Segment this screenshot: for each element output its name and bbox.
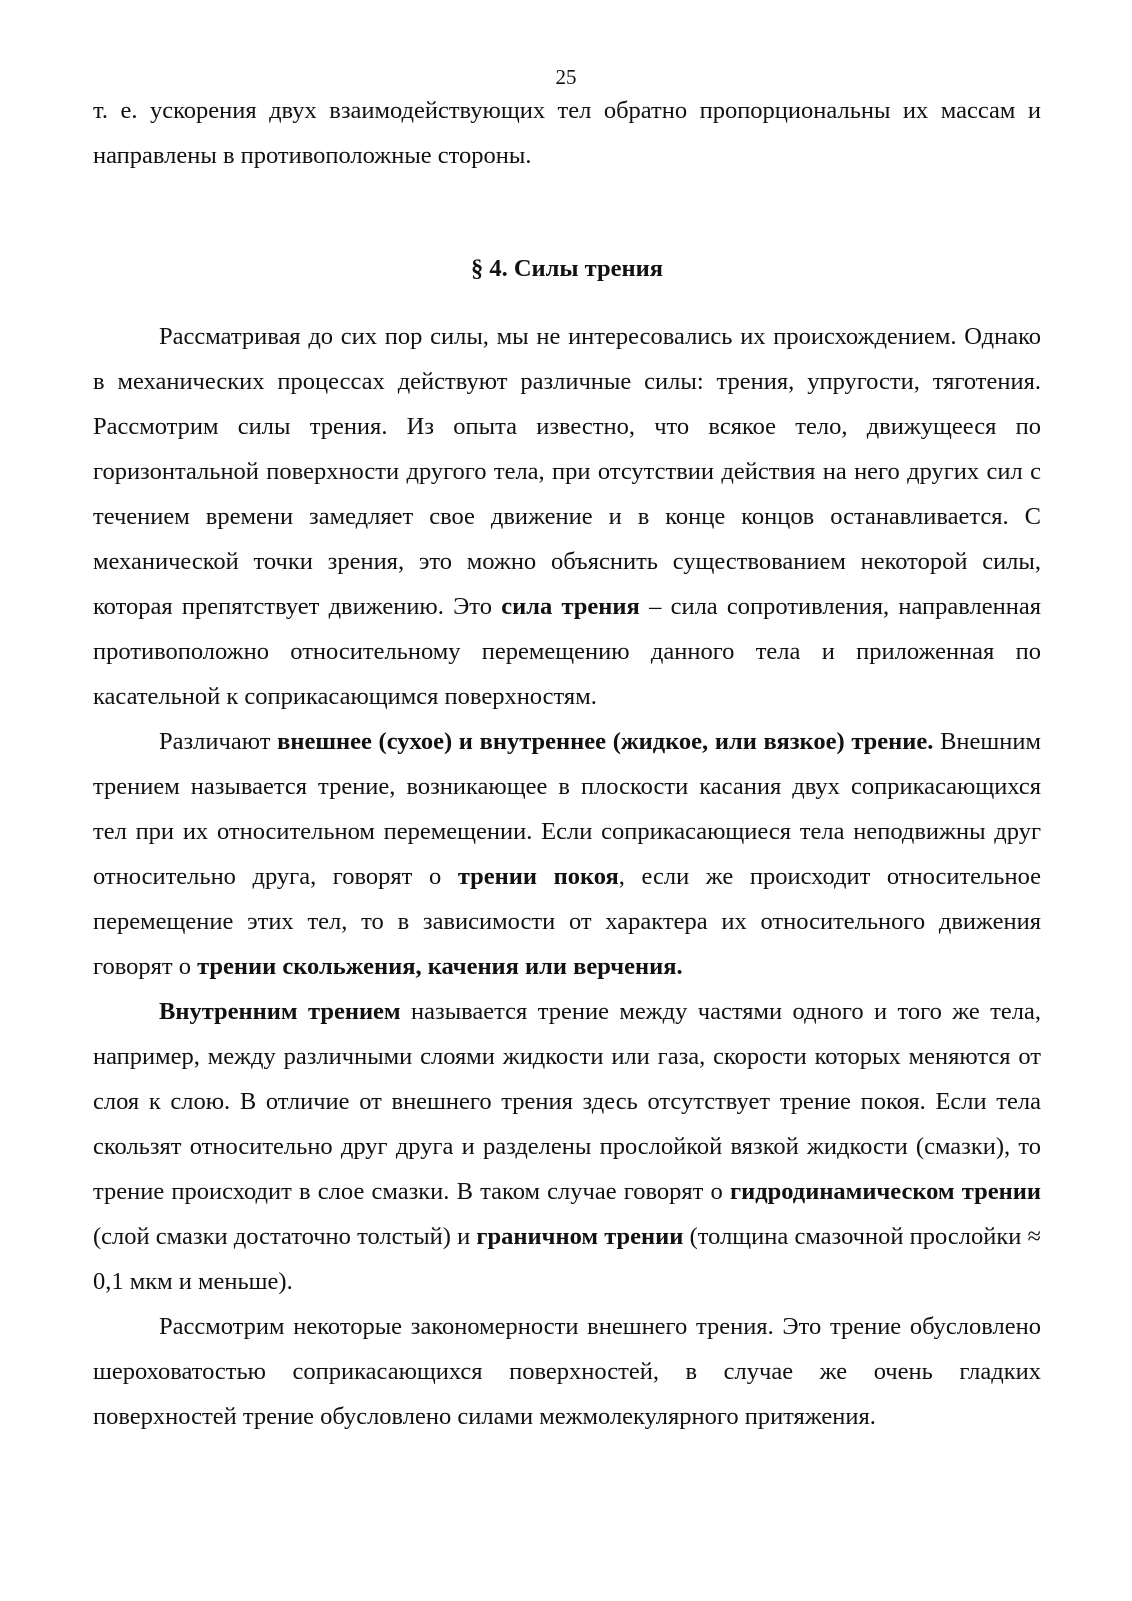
page-content <box>93 88 1041 1439</box>
paragraph-3 <box>93 989 1041 1304</box>
paragraph-2-bold-3: трении скольжения, качения или верчения. <box>197 953 683 980</box>
paragraph-3-text-1: называется трение между частями одного и того же тела, например, между различными слоями жидкости или газа, скорости которых меняются от слоя к слою. В отличие от внешнего трения здесь отсутствует трение покоя. Если тела скользят относительно друг друга и разделены прослойкой вязкой жидкости (смазки), то трение происходит в слое смазки. В таком случае говорят о <box>93 998 1041 1205</box>
page-number: 25 <box>555 65 577 89</box>
paragraph-4 <box>93 1304 1041 1439</box>
paragraph-4-text: Рассмотрим некоторые закономерности внешнего трения. Это трение обусловлено шероховатостью соприкасающихся поверхностей, в случае же очень гладких поверхностей трение обусловлено силами межмолекулярного притяжения. <box>93 1313 1041 1430</box>
paragraph-3-text-3: (толщина смазочной прослойки ≈ 0,1 мкм и меньше). <box>93 1223 1041 1295</box>
paragraph-3-bold-1: Внутренним трением <box>159 998 401 1025</box>
paragraph-3-bold-3: граничном трении <box>476 1223 684 1250</box>
paragraph-1-text-2: – сила сопротивления, направленная противоположно относительному перемещению данного тела и приложенная по касательной к соприкасающимся поверхностям. <box>93 593 1042 710</box>
paragraph-2-bold-1: внешнее (сухое) и внутреннее (жидкое, или вязкое) трение. <box>277 728 934 755</box>
paragraph-2-text-1: Различают <box>159 728 278 755</box>
paragraph-1-text-1: Рассматривая до сих пор силы, мы не интересовались их происхождением. Однако в механических процессах действуют различные силы: трения, упругости, тяготения. Рассмотрим силы трения. Из опыта известно, что всякое тело, движущееся по горизонтальной поверхности другого тела, при отсутствии действия на него других сил с течением времени замедляет свое движение и в конце концов останавливается. С механической точки зрения, это можно объяснить существованием некоторой силы, которая препятствует движению. Это <box>93 323 1041 620</box>
intro-text: т. е. ускорения двух взаимодействующих тел обратно пропорциональны их массам и направлены в противоположные стороны. <box>93 97 1041 169</box>
paragraph-1-bold-1: сила трения <box>501 593 640 620</box>
section-heading: § 4. Силы трения <box>470 255 663 282</box>
intro-paragraph <box>93 88 1041 178</box>
paragraph-3-bold-2: гидродинамическом трении <box>730 1178 1041 1205</box>
paragraph-3-text-2: (слой смазки достаточно толстый) и <box>93 1223 477 1250</box>
paragraph-2 <box>93 719 1041 989</box>
paragraph-2-bold-2: трении покоя <box>457 863 619 890</box>
paragraph-1 <box>93 314 1041 719</box>
paragraph-2-text-3: , если же происходит относительное перемещение этих тел, то в зависимости от характера их относительного движения говорят о <box>93 863 1041 980</box>
paragraph-2-text-2: Внешним трением называется трение, возникающее в плоскости касания двух соприкасающихся тел при их относительном перемещении. Если соприкасающиеся тела неподвижны друг относительно друга, говорят о <box>93 728 1041 890</box>
